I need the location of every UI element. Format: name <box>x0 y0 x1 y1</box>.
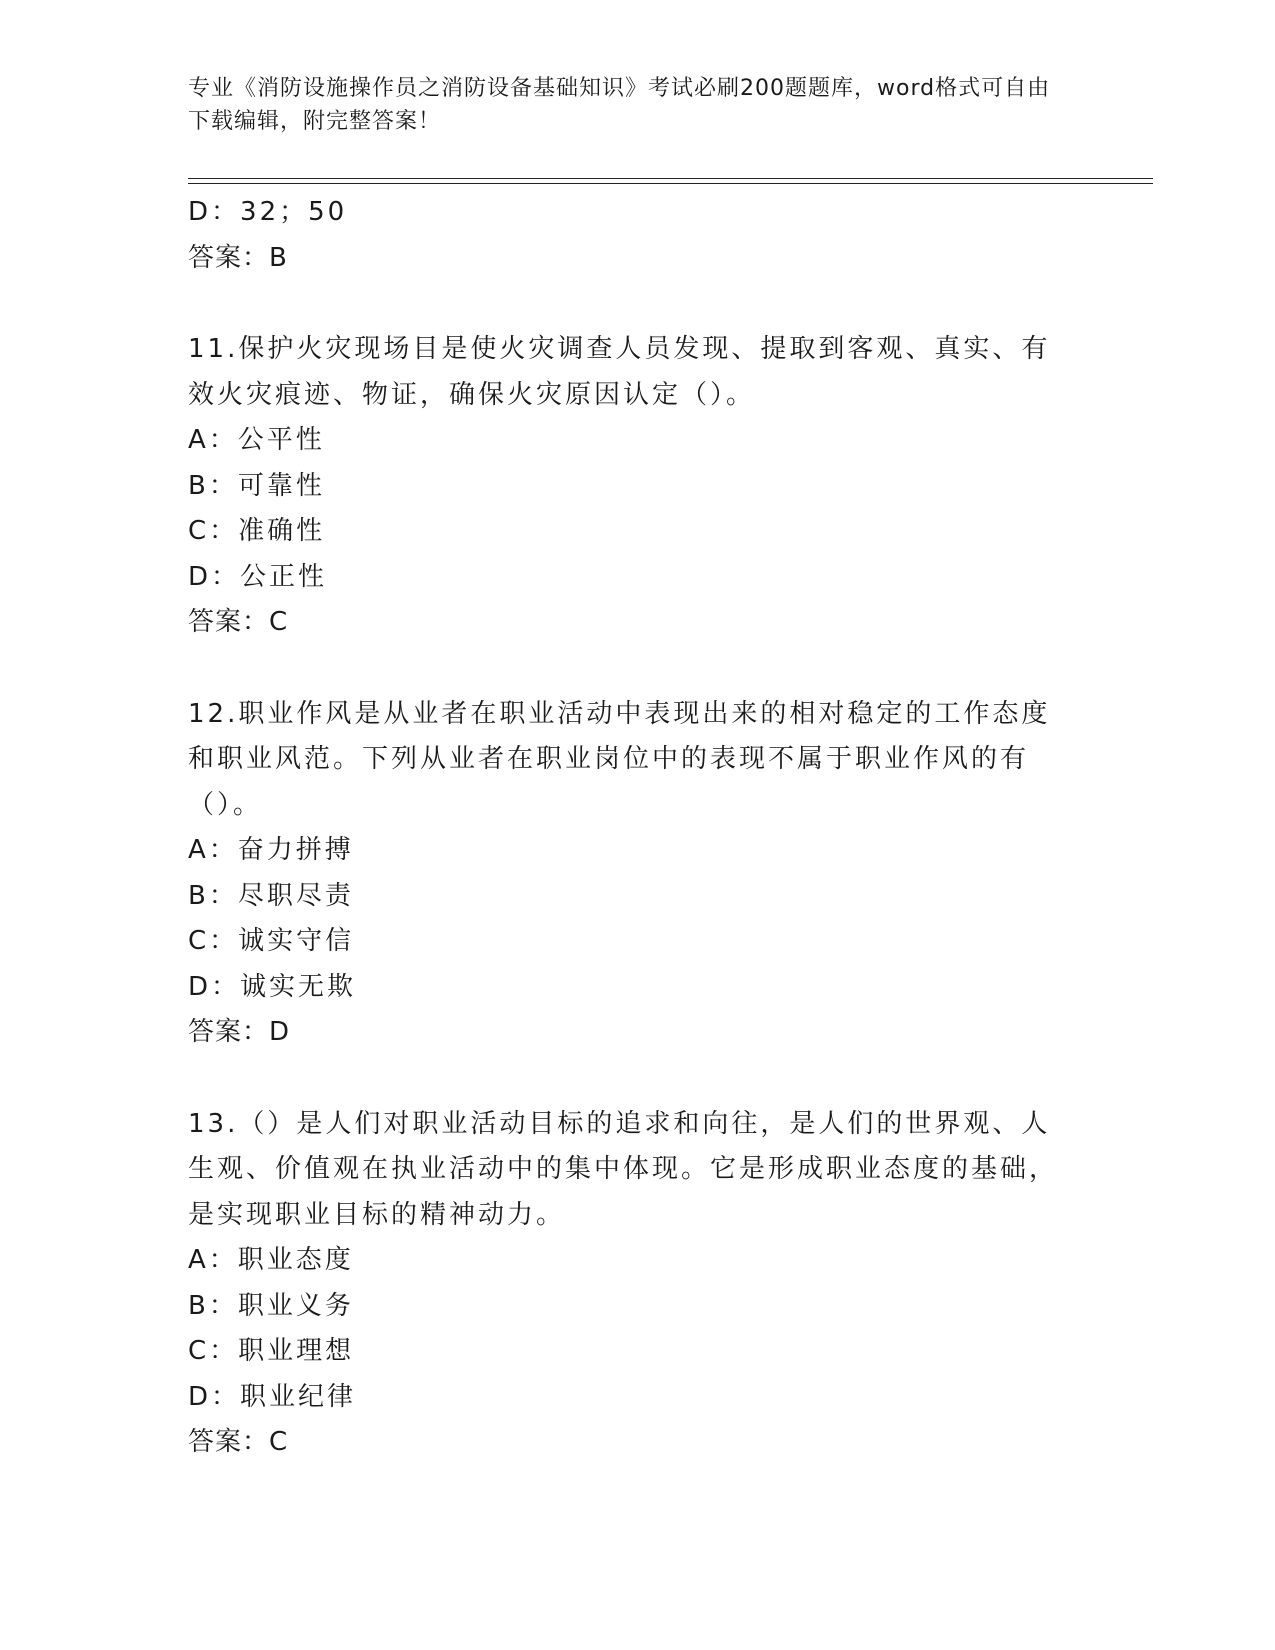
option-b: B：职业义务 <box>188 1290 354 1321</box>
question-list <box>188 190 1088 1466</box>
option-d: D：职业纪律 <box>188 1381 357 1412</box>
question-12 <box>188 692 1088 1056</box>
answer: 答案：C <box>188 1427 289 1457</box>
option-b: B：尽职尽责 <box>188 880 354 911</box>
option-a: A：职业态度 <box>188 1245 354 1275</box>
question-text: 13.（）是人们对职业活动目标的追求和向往，是人们的世界观、人生观、价值观在执业活动中的集中体现。它是形成职业态度的基础，是实现职业目标的精神动力。 <box>188 1108 1059 1230</box>
option-a: A：奋力拼搏 <box>188 835 354 865</box>
header-divider-bottom <box>188 183 1153 184</box>
page-header <box>188 72 1068 138</box>
answer: 答案：B <box>188 242 288 273</box>
option-b: B：可靠性 <box>188 470 325 501</box>
option-d: D：诚实无欺 <box>188 971 357 1002</box>
question-text: 11.保护火灾现场目是使火灾调查人员发现、提取到客观、真实、有效火灾痕迹、物证，确保火灾原因认定（）。 <box>188 334 1051 410</box>
question-11 <box>188 327 1088 646</box>
header-divider-top <box>188 178 1153 179</box>
header-title: 专业《消防设施操作员之消防设备基础知识》考试必刷200题题库，word格式可自由下载编辑，附完整答案！ <box>188 76 1051 134</box>
answer: 答案：D <box>188 1017 291 1047</box>
option-d: D：公正性 <box>188 561 328 592</box>
question-text: 12.职业作风是从业者在职业活动中表现出来的相对稳定的工作态度和职业风范。下列从业者在职业岗位中的表现不属于职业作风的有（）。 <box>188 698 1051 820</box>
answer: 答案：C <box>188 607 289 637</box>
option-c: C：职业理想 <box>188 1336 355 1366</box>
option-a: A：公平性 <box>188 425 325 455</box>
question-13 <box>188 1102 1088 1466</box>
option-c: C：准确性 <box>188 516 326 546</box>
option-c: C：诚实守信 <box>188 926 355 956</box>
previous-question-tail <box>188 190 1088 281</box>
option-d: D：32；50 <box>188 197 348 227</box>
